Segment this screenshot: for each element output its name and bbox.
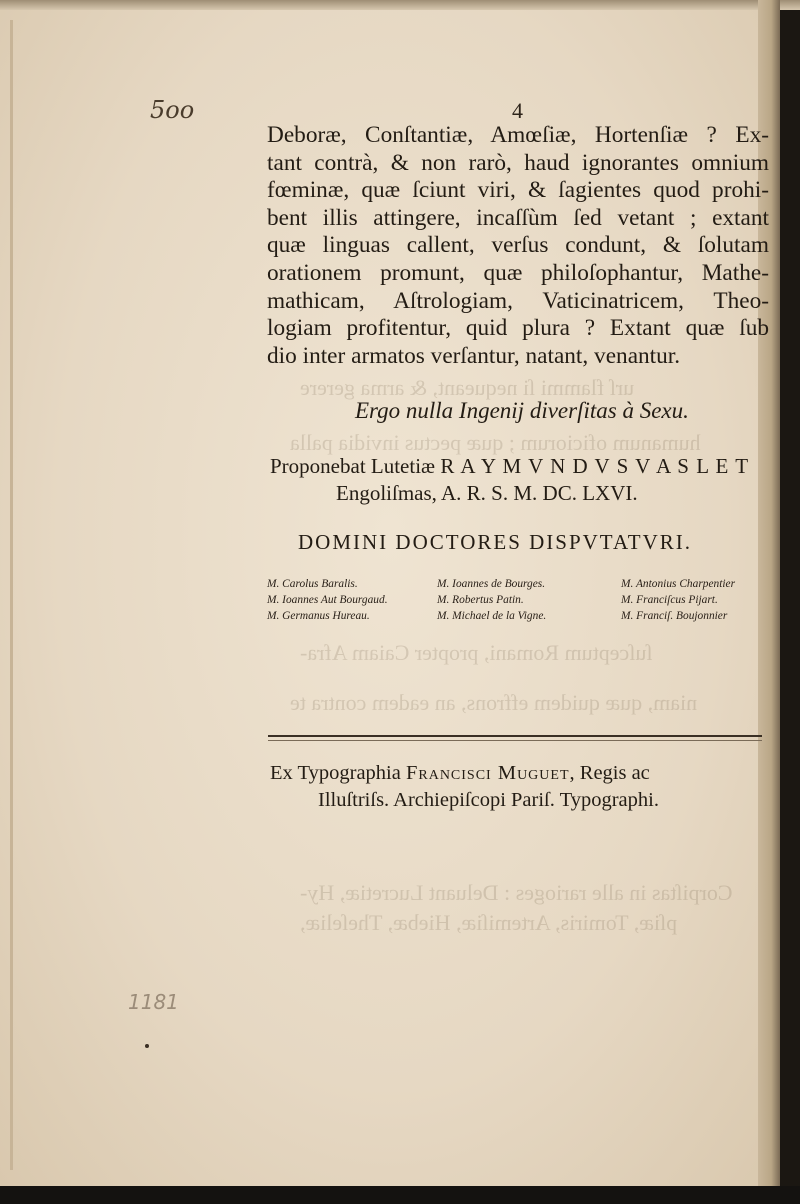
doctor-name: M. Robertus Patin. xyxy=(437,594,524,606)
body-paragraph xyxy=(267,122,769,370)
doctor-name: M. Franciſcus Pijart. xyxy=(621,594,718,606)
handwritten-folio-note: 5oo xyxy=(150,96,195,124)
pencil-annotation: 1181 xyxy=(128,990,179,1014)
body-line: quæ linguas callent, verſus condunt, & ſolutam xyxy=(267,232,769,259)
body-line: fœminæ, quæ ſciunt viri, & ſagientes quod prohi- xyxy=(267,177,769,204)
body-line: dio inter armatos verſantur, natant, venantur. xyxy=(267,342,681,369)
doctor-name: M. Michael de la Vigne. xyxy=(437,610,547,622)
doctor-name: M. Ioannes Aut Bourgaud. xyxy=(267,594,388,606)
proponent-line-2: Engoliſmas, A. R. S. M. DC. LXVI. xyxy=(336,481,638,505)
proponent-prefix: Proponebat Lutetiæ xyxy=(270,454,436,478)
separator-rule xyxy=(268,735,762,737)
show-through-text: humanum oficiorum ; quæ pectus invidia palla xyxy=(290,430,701,455)
doctors-column-1 xyxy=(267,576,388,624)
body-line: orationem promunt, quæ philoſophantur, Mathe- xyxy=(267,259,769,286)
imprint-line-1 xyxy=(270,760,659,787)
proponent-name: R A Y M V N D V S V A S L E T xyxy=(440,454,750,478)
show-through-text: Corpiſtas in alle rarioges : Deluant Lucretiæ, Hy- xyxy=(300,880,733,905)
ink-dot xyxy=(145,1044,149,1048)
show-through-text: urſ flammi ſi nequeant, & arma gerere xyxy=(300,375,635,400)
doctor-name: M. Franciſ. Boujonnier xyxy=(621,610,728,622)
body-line: mathicam, Aſtrologiam, Vaticinatricem, Theo- xyxy=(267,287,769,314)
doctor-name: M. Carolus Baralis. xyxy=(267,578,358,590)
page-top-edge xyxy=(0,0,800,10)
printer-imprint xyxy=(270,760,659,814)
proponent-block xyxy=(270,453,749,507)
doctor-name: M. Germanus Hureau. xyxy=(267,610,370,622)
doctors-column-2 xyxy=(437,576,546,624)
separator-rule-thin xyxy=(268,740,762,741)
body-line: tant contrà, & non rarò, haud ignorantes omnium xyxy=(267,149,769,176)
page-number: 4 xyxy=(512,98,523,123)
imprint-line-2: Illuſtriſs. Archiepiſcopi Pariſ. Typographi. xyxy=(318,789,659,811)
background-bottom xyxy=(0,1186,800,1204)
doctor-name: M. Ioannes de Bourges. xyxy=(437,578,546,590)
body-line: logiam profitentur, quid plura ? Extant quæ ſub xyxy=(267,315,769,342)
body-line: bent illis attingere, incaſſùm ſed vetant ; extant xyxy=(267,204,769,231)
page-left-edge xyxy=(10,20,13,1170)
printer-name: Francisci Muguet xyxy=(405,762,570,784)
imprint-prefix: Ex Typographia xyxy=(270,762,401,784)
proponent-line-1 xyxy=(270,453,749,480)
imprint-suffix: , Regis ac xyxy=(569,762,650,784)
doctor-name: M. Antonius Charpentier xyxy=(621,578,736,590)
thesis-statement: Ergo nulla Ingenij diverſitas à Sexu. xyxy=(355,398,689,423)
doctors-heading: DOMINI DOCTORES DISPVTATVRI. xyxy=(298,530,693,554)
doctors-column-3 xyxy=(621,576,735,624)
show-through-text: pſiæ, Tomiris, Artemiſiæ, Hiebæ, Theſeliæ, xyxy=(300,910,678,935)
show-through-text: niam, quæ quidem effrons, an eadem contra te xyxy=(290,690,698,715)
body-line: Deboræ, Conſtantiæ, Amœſiæ, Hortenſiæ ? Ex- xyxy=(267,122,769,148)
show-through-text: ſuſceptum Romani, propter Caiam Afra- xyxy=(300,640,653,665)
